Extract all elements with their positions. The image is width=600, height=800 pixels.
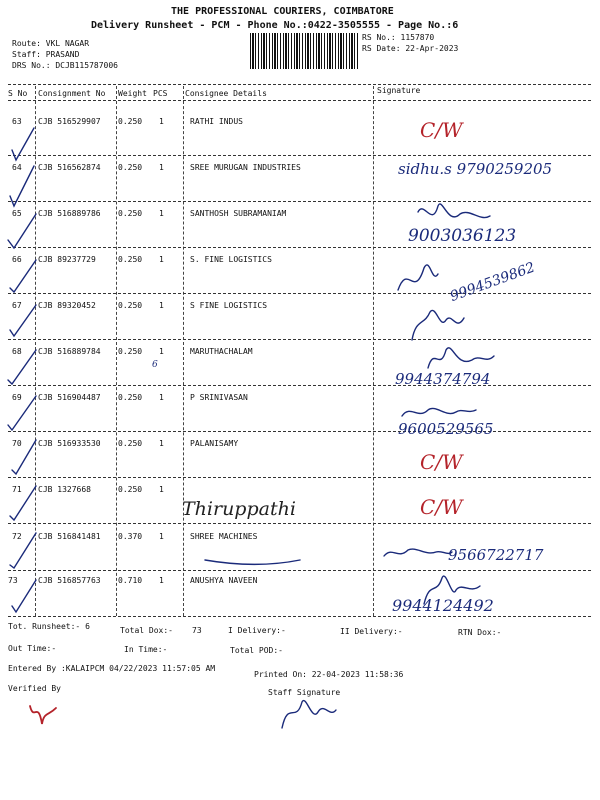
handwritten-phone: 9003036123 <box>408 226 517 246</box>
row-consignment: CJB 516857763 <box>38 576 101 585</box>
row-pcs: 1 <box>159 209 164 218</box>
check-mark <box>12 440 36 474</box>
row-pcs: 1 <box>159 255 164 264</box>
row-weight: 0.370 <box>118 532 143 541</box>
row-weight: 0.250 <box>118 209 143 218</box>
check-mark <box>10 486 36 520</box>
check-mark <box>10 533 36 568</box>
row-consignee: S. FINE LOGISTICS <box>190 255 272 264</box>
runsheet-subtitle: Delivery Runsheet - PCM - Phone No.:0422-3505555 - Page No.:6 <box>91 20 459 31</box>
row-sno: 72 <box>12 532 22 541</box>
row-pcs: 1 <box>159 532 164 541</box>
row-consignment: CJB 516529907 <box>38 117 101 126</box>
rs-date: RS Date: 22-Apr-2023 <box>362 44 459 53</box>
row-sno: 67 <box>12 301 22 310</box>
row-pcs: 1 <box>159 576 164 585</box>
in-time-label: In Time:- <box>124 645 168 654</box>
row-consignee: P SRINIVASAN <box>190 393 248 402</box>
check-mark <box>8 396 36 430</box>
row-pcs: 1 <box>159 347 164 356</box>
check-mark <box>12 128 34 160</box>
col-consignment: Consignment No <box>38 89 106 98</box>
row-weight: 0.250 <box>118 485 143 494</box>
row-consignee: PALANISAMY <box>190 439 239 448</box>
handwritten-cw: C/W <box>420 118 463 142</box>
row-weight: 0.250 <box>118 163 143 172</box>
check-mark <box>8 350 36 384</box>
col-sno: S No <box>8 89 28 98</box>
staff-label: Staff: PRASAND <box>12 50 80 59</box>
row-pcs: 1 <box>159 163 164 172</box>
row-sno: 73 <box>8 576 18 585</box>
handwritten-cw: C/W <box>420 495 463 519</box>
handwritten-cw: C/W <box>420 450 463 474</box>
handwritten-name: Thiruppathi <box>182 498 296 520</box>
signature-scribble <box>428 348 494 368</box>
handwritten-phone: 9994539862 <box>448 259 538 306</box>
handwritten-phone: 9944124492 <box>392 596 494 615</box>
row-consignment: CJB 516889786 <box>38 209 101 218</box>
total-pod-label: Total POD:- <box>230 646 283 655</box>
row-consignment: CJB 516562874 <box>38 163 101 172</box>
route-label: Route: VKL NAGAR <box>12 39 90 48</box>
handwritten-signature: sidhu.s 9790259205 <box>398 160 553 178</box>
verified-by-label: Verified By <box>8 684 61 693</box>
row-pcs: 1 <box>159 301 164 310</box>
check-mark <box>10 166 34 206</box>
rtn-dox-label: RTN Dox:- <box>458 628 502 637</box>
row-consignee: ANUSHYA NAVEEN <box>190 576 258 585</box>
total-dox-value: 73 <box>192 626 202 635</box>
signature-scribble <box>424 576 480 604</box>
row-pcs: 1 <box>159 485 164 494</box>
row-consignee: SREE MURUGAN INDUSTRIES <box>190 163 301 172</box>
row-weight: 0.250 <box>118 255 143 264</box>
signature-scribble <box>412 310 464 340</box>
row-sno: 66 <box>12 255 22 264</box>
signature-scribble <box>402 408 476 416</box>
row-weight: 0.250 <box>118 393 143 402</box>
row-consignment: CJB 516889784 <box>38 347 101 356</box>
staff-signature-scribble <box>282 701 336 728</box>
row-sno: 64 <box>12 163 22 172</box>
out-time-label: Out Time:- <box>8 644 57 653</box>
signature-scribble <box>398 265 438 290</box>
row-weight: 0.710 <box>118 576 143 585</box>
row-weight: 0.250 <box>118 347 143 356</box>
row-consignment: CJB 516841481 <box>38 532 101 541</box>
col-signature: Signature <box>377 86 421 95</box>
strike-line <box>205 560 300 565</box>
row-sno: 69 <box>12 393 22 402</box>
row-consignment: CJB 89320452 <box>38 301 96 310</box>
i-delivery-label: I Delivery:- <box>228 626 286 635</box>
ii-delivery-label: II Delivery:- <box>340 627 403 636</box>
row-sno: 63 <box>12 117 22 126</box>
row-consignment: CJB 516904487 <box>38 393 101 402</box>
check-mark <box>8 214 36 248</box>
row-consignee: RATHI INDUS <box>190 117 243 126</box>
total-dox-label: Total Dox:- <box>120 626 173 635</box>
row-weight: 0.250 <box>118 301 143 310</box>
row-weight: 0.250 <box>118 439 143 448</box>
handwritten-phone: 9566722717 <box>448 546 544 564</box>
row-consignee: SHREE MACHINES <box>190 532 258 541</box>
rs-number: RS No.: 1157870 <box>362 33 435 42</box>
drs-number: DRS No.: DCJB115787006 <box>12 61 118 70</box>
row-consignee: S FINE LOGISTICS <box>190 301 268 310</box>
handwritten-note: 6 <box>152 360 158 370</box>
handwritten-phone: 9944374794 <box>395 370 491 388</box>
check-mark <box>12 580 36 612</box>
signature-scribble <box>384 549 452 556</box>
tot-runsheet: Tot. Runsheet:- 6 <box>8 622 90 631</box>
col-weight: Weight <box>118 89 147 98</box>
row-sno: 71 <box>12 485 22 494</box>
staff-signature-label: Staff Signature <box>268 688 341 697</box>
col-consignee: Consignee Details <box>185 89 267 98</box>
printed-on: Printed On: 22-04-2023 11:58:36 <box>254 670 404 679</box>
handwritten-phone: 9600529565 <box>398 420 494 438</box>
signature-scribble <box>418 204 490 218</box>
company-title: THE PROFESSIONAL COURIERS, COIMBATORE <box>171 6 394 17</box>
row-consignee: SANTHOSH SUBRAMANIAM <box>190 209 287 218</box>
check-mark <box>10 305 36 336</box>
row-sno: 65 <box>12 209 22 218</box>
verifier-signature-scribble <box>30 706 56 724</box>
row-consignment: CJB 1327668 <box>38 485 91 494</box>
row-pcs: 1 <box>159 117 164 126</box>
row-sno: 68 <box>12 347 22 356</box>
row-consignment: CJB 516933530 <box>38 439 101 448</box>
row-consignment: CJB 89237729 <box>38 255 96 264</box>
col-pcs: PCS <box>153 89 168 98</box>
row-consignee: MARUTHACHALAM <box>190 347 253 356</box>
row-pcs: 1 <box>159 439 164 448</box>
row-sno: 70 <box>12 439 22 448</box>
check-mark <box>10 260 36 292</box>
entered-by: Entered By :KALAIPCM 04/22/2023 11:57:05 AM <box>8 664 216 673</box>
row-weight: 0.250 <box>118 117 143 126</box>
row-pcs: 1 <box>159 393 164 402</box>
